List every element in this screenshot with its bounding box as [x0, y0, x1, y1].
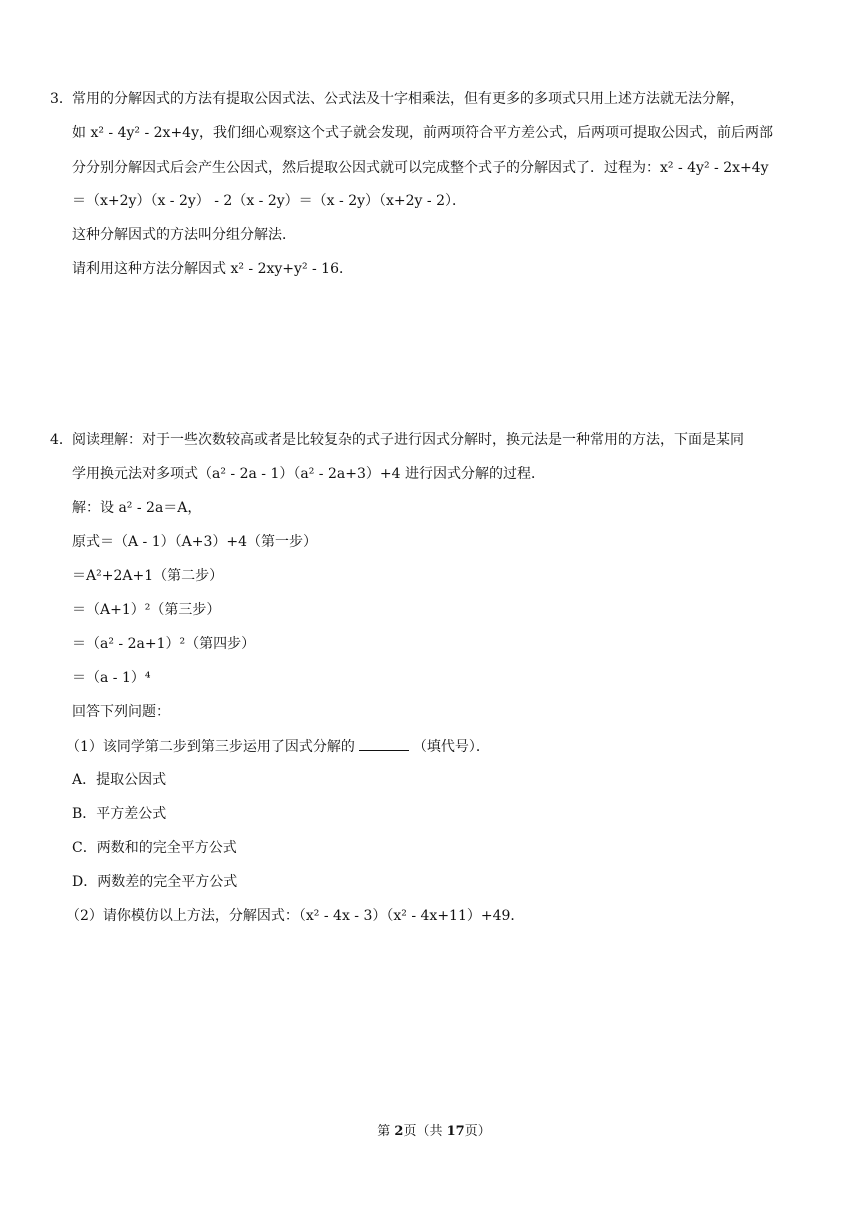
q3-text-1: 常用的分解因式的方法有提取公因式法、公式法及十字相乘法，但有更多的多项式只用上述方法就无法分解，	[72, 91, 744, 107]
q4-line-7: ＝（a² - 2a+1）²（第四步）	[72, 636, 256, 652]
q4-sub-question-2: （2）请你模仿以上方法，分解因式：（x² - 4x - 3）（x² - 4x+11）+49．	[66, 908, 525, 924]
q4-line-9: 回答下列问题：	[72, 704, 170, 720]
q3-line-3: 分分别分解因式后会产生公因式，然后提取公因式就可以完成整个式子的分解因式了．过程为：x² - 4y² - 2x+4y	[72, 160, 769, 176]
q4-text-1: 阅读理解：对于一些次数较高或者是比较复杂的式子进行因式分解时，换元法是一种常用的方法，下面是某同	[72, 432, 744, 448]
footer-middle: 页（共	[403, 1124, 447, 1139]
q4-line-2: 学用换元法对多项式（a² - 2a - 1）（a² - 2a+3）+4 进行因式分解的过程．	[72, 466, 545, 482]
option-d: D．两数差的完全平方公式	[72, 874, 238, 890]
footer-total-pages: 17	[446, 1124, 465, 1139]
option-b: B．平方差公式	[72, 806, 167, 822]
q4-line-5: ＝A²+2A+1（第二步）	[72, 568, 224, 584]
q4-line-6: ＝（A+1）²（第三步）	[72, 602, 221, 618]
footer-prefix: 第	[377, 1124, 395, 1139]
q4-line-4: 原式＝（A - 1）（A+3）+4（第一步）	[72, 534, 318, 550]
q3-line-2: 如 x² - 4y² - 2x+4y，我们细心观察这个式子就会发现，前两项符合平方差公式，后两项可提取公因式，前后两部	[72, 125, 773, 141]
option-c: C．两数和的完全平方公式	[72, 840, 237, 856]
q3-number: 3．	[50, 91, 73, 107]
q4-line-8: ＝（a - 1）⁴	[72, 670, 151, 686]
option-a: A．提取公因式	[72, 772, 167, 788]
q4-sub1-prefix: （1）该同学第二步到第三步运用了因式分解的	[66, 739, 355, 755]
q3-line-4: ＝（x+2y）（x - 2y） - 2（x - 2y）＝（x - 2y）（x+2y - 2）．	[72, 193, 466, 209]
q3-line-6: 请利用这种方法分解因式 x² - 2xy+y² - 16．	[72, 261, 353, 277]
footer-page-number: 2	[394, 1124, 404, 1139]
q4-line-3: 解：设 a² - 2a＝A，	[72, 500, 202, 516]
q4-number: 4．	[50, 432, 73, 448]
q3-line-5: 这种分解因式的方法叫分组分解法．	[72, 227, 296, 243]
page-footer	[0, 1122, 868, 1142]
q4-sub1-suffix: （填代号）．	[412, 739, 490, 755]
answer-blank[interactable]	[359, 736, 409, 751]
footer-suffix: 页）	[464, 1124, 491, 1139]
q4-sub-question-1	[66, 736, 490, 756]
